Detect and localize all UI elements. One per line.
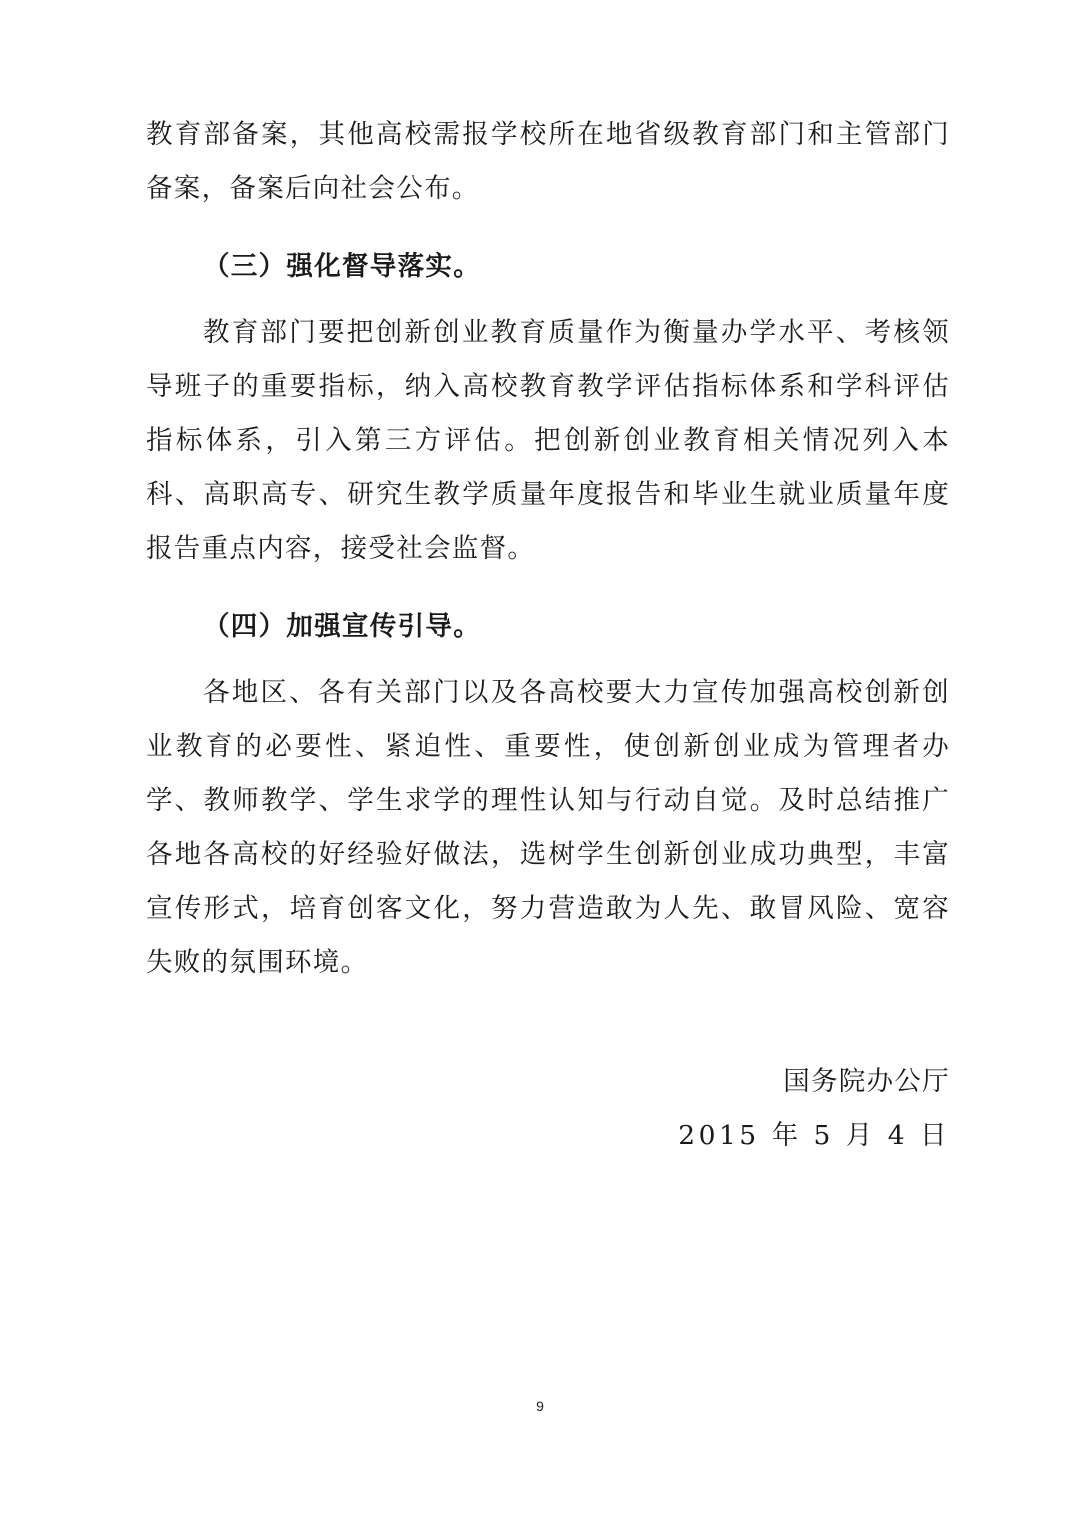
- document-body: [146, 108, 950, 990]
- section-4-paragraph: 各地区、各有关部门以及各高校要大力宣传加强高校创新创业教育的必要性、紧迫性、重要性，使创新创业成为管理者办学、教师教学、学生求学的理性认知与行动自觉。及时总结推广各地各高校的好经验好做法，选树学生创新创业成功典型，丰富宣传形式，培育创客文化，努力营造敢为人先、敢冒风险、宽容失败的氛围环境。: [146, 677, 950, 978]
- signature-block: [678, 1055, 950, 1163]
- section-3-heading: （三）强化督导落实。: [203, 251, 481, 282]
- intro-continuation-paragraph: 教育部备案，其他高校需报学校所在地省级教育部门和主管部门备案，备案后向社会公布。: [146, 119, 950, 204]
- page-number: 9: [536, 1398, 544, 1414]
- section-4-heading: （四）加强宣传引导。: [203, 611, 481, 642]
- issue-date: 2015 年 5 月 4 日: [678, 1120, 950, 1151]
- section-3-paragraph: 教育部门要把创新创业教育质量作为衡量办学水平、考核领导班子的重要指标，纳入高校教育教学评估指标体系和学科评估指标体系，引入第三方评估。把创新创业教育相关情况列入本科、高职高专、研究生教学质量年度报告和毕业生就业质量年度报告重点内容，接受社会监督。: [146, 317, 950, 564]
- issuer-name: 国务院办公厅: [783, 1066, 950, 1097]
